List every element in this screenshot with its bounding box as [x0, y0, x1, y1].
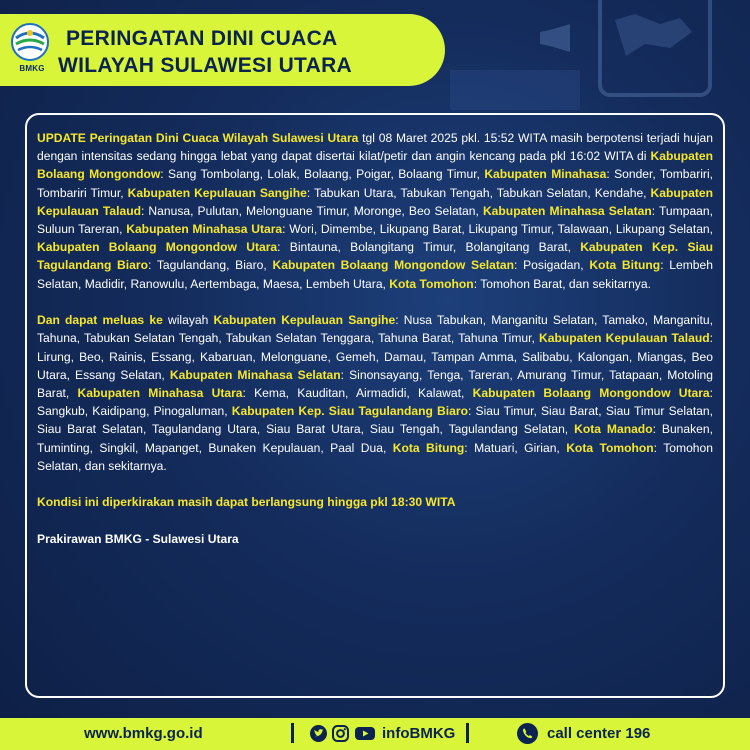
- region-highlight: Kabupaten Bolaang Mongondow Utara: [37, 240, 278, 255]
- region-highlight: Kota Tomohon: [566, 440, 654, 455]
- region-highlight: Kabupaten Minahasa Utara: [126, 222, 283, 237]
- paragraph-text: tgl 08 Maret 2025 pkl. 15:52 WITA masih berpotensi terjadi hujan dengan intensitas sedang hingga lebat yang dapat disertai kilat/petir dan angin kencang pada pkl 16:02 WITA di: [37, 131, 714, 164]
- warning-paragraph-duration: [37, 493, 713, 511]
- paragraph-text: : Tabukan Utara, Tabukan Tengah, Tabukan Selatan, Kendahe,: [306, 185, 651, 200]
- region-highlight: UPDATE Peringatan Dini Cuaca Wilayah Sulawesi Utara: [37, 131, 359, 145]
- twitter-icon[interactable]: [310, 725, 327, 742]
- forecaster-signature: [37, 530, 713, 548]
- region-highlight: Kota Bitung: [589, 258, 661, 273]
- region-highlight: Kabupaten Kepulauan Talaud: [37, 185, 714, 218]
- paragraph-text: : Kema, Kauditan, Airmadidi, Kalawat,: [242, 386, 473, 401]
- website-link[interactable]: www.bmkg.go.id: [84, 725, 203, 742]
- region-highlight: Kabupaten Bolaang Mongondow: [37, 149, 713, 182]
- warning-content-box: [25, 113, 725, 698]
- region-highlight: Kabupaten Bolaang Mongondow Selatan: [272, 258, 515, 273]
- paragraph-text: : Nusa Tabukan, Manganitu Selatan, Tamako, Manganitu, Tahuna, Tabukan Selatan Tengah, Tabukan Selatan Tenggara, Tahuna Barat, Tahuna Timur,: [37, 313, 714, 346]
- region-highlight: Kondisi ini diperkirakan masih dapat berlangsung hingga pkl 18:30 WITA: [37, 495, 456, 510]
- warning-paragraph-main: [37, 129, 713, 293]
- footer-divider: [291, 723, 294, 743]
- paragraph-text: : Posigadan,: [514, 258, 590, 273]
- paragraph-text: Prakirawan BMKG - Sulawesi Utara: [37, 532, 239, 547]
- paragraph-text: : Bunaken, Tuminting, Singkil, Mapanget, Bunaken Kepulauan, Paal Dua,: [37, 422, 713, 455]
- paragraph-text: : Sinonsayang, Tenga, Tareran, Amurang Timur, Tatapaan, Motoling Barat,: [37, 367, 714, 401]
- region-highlight: Kabupaten Kep. Siau Tagulandang Biaro: [231, 404, 468, 419]
- social-handle[interactable]: infoBMKG: [382, 725, 456, 742]
- paragraph-text: : Lirung, Beo, Rainis, Essang, Kabaruan, Melonguane, Gemeh, Damau, Tampan Amma, Salibabu, Kalongan, Miangas, Beo Utara, Essang Selatan,: [37, 331, 713, 382]
- paragraph-text: : Sang Tombolang, Lolak, Bolaang, Poigar, Bolaang Timur,: [160, 167, 485, 182]
- paragraph-text: : Tagulandang, Biaro,: [147, 258, 273, 273]
- warning-paragraph-extended: [37, 311, 713, 475]
- region-highlight: Kota Tomohon: [389, 276, 474, 291]
- region-highlight: Kabupaten Minahasa Selatan: [169, 367, 341, 382]
- region-highlight: Kabupaten Minahasa Selatan: [482, 203, 652, 218]
- region-highlight: Kabupaten Minahasa: [484, 167, 607, 182]
- header-banner: [0, 14, 445, 86]
- whatsapp-icon[interactable]: [517, 723, 538, 744]
- region-highlight: Kabupaten Kepulauan Sangihe: [213, 313, 396, 328]
- region-highlight: Kabupaten Minahasa Utara: [77, 386, 243, 401]
- paragraph-text: : Siau Timur, Siau Barat, Siau Timur Selatan, Siau Barat Selatan, Tagulandang Utara, Siau Barat Utara, Siau Tengah, Tagulandang Selatan,: [37, 404, 713, 437]
- paragraph-text: : Bintauna, Bolangitang Timur, Bolangitang Barat,: [277, 240, 581, 255]
- paragraph-text: : Sangkub, Kaidipang, Pinogaluman,: [37, 386, 714, 419]
- region-highlight: Kabupaten Kep. Siau Tagulandang Biaro: [37, 240, 713, 273]
- paragraph-text: : Tomohon Barat, dan sekitarnya.: [473, 276, 651, 291]
- paragraph-text: : Nanusa, Pulutan, Melonguane Timur, Moronge, Beo Selatan,: [140, 203, 483, 218]
- region-highlight: Dan dapat meluas ke: [37, 313, 163, 328]
- call-center-number[interactable]: call center 196: [547, 725, 651, 742]
- youtube-icon[interactable]: [355, 725, 375, 742]
- bmkg-logo: [10, 22, 50, 80]
- footer-divider: [466, 723, 469, 743]
- region-highlight: Kota Bitung: [392, 440, 465, 455]
- paragraph-text: : Wori, Dimembe, Likupang Barat, Likupang Timur, Talawaan, Likupang Selatan,: [282, 222, 714, 237]
- region-highlight: Kabupaten Kepulauan Talaud: [538, 331, 710, 346]
- paragraph-text: : Lembeh Selatan, Madidir, Ranowulu, Aertembaga, Maesa, Lembeh Utara,: [37, 258, 713, 291]
- region-highlight: Kabupaten Kepulauan Sangihe: [127, 185, 307, 200]
- region-highlight: Kota Manado: [574, 422, 653, 437]
- logo-label: BMKG: [19, 64, 45, 73]
- background-illustration: [430, 0, 730, 110]
- paragraph-text: : Matuari, Girian,: [464, 440, 567, 455]
- instagram-icon[interactable]: [332, 725, 349, 742]
- bmkg-logo-icon: [10, 22, 50, 62]
- paragraph-text: : Sonder, Tombariri, Tombariri Timur,: [37, 167, 714, 200]
- paragraph-text: wilayah: [162, 313, 214, 328]
- paragraph-text: : Tumpaan, Suluun Tareran,: [37, 203, 713, 237]
- footer-bar: [0, 718, 750, 750]
- page-title-line1: PERINGATAN DINI CUACA: [66, 27, 338, 50]
- paragraph-text: : Tomohon Selatan, dan sekitarnya.: [37, 440, 713, 473]
- page-title-line2: WILAYAH SULAWESI UTARA: [58, 54, 353, 77]
- region-highlight: Kabupaten Bolaang Mongondow Utara: [472, 386, 710, 401]
